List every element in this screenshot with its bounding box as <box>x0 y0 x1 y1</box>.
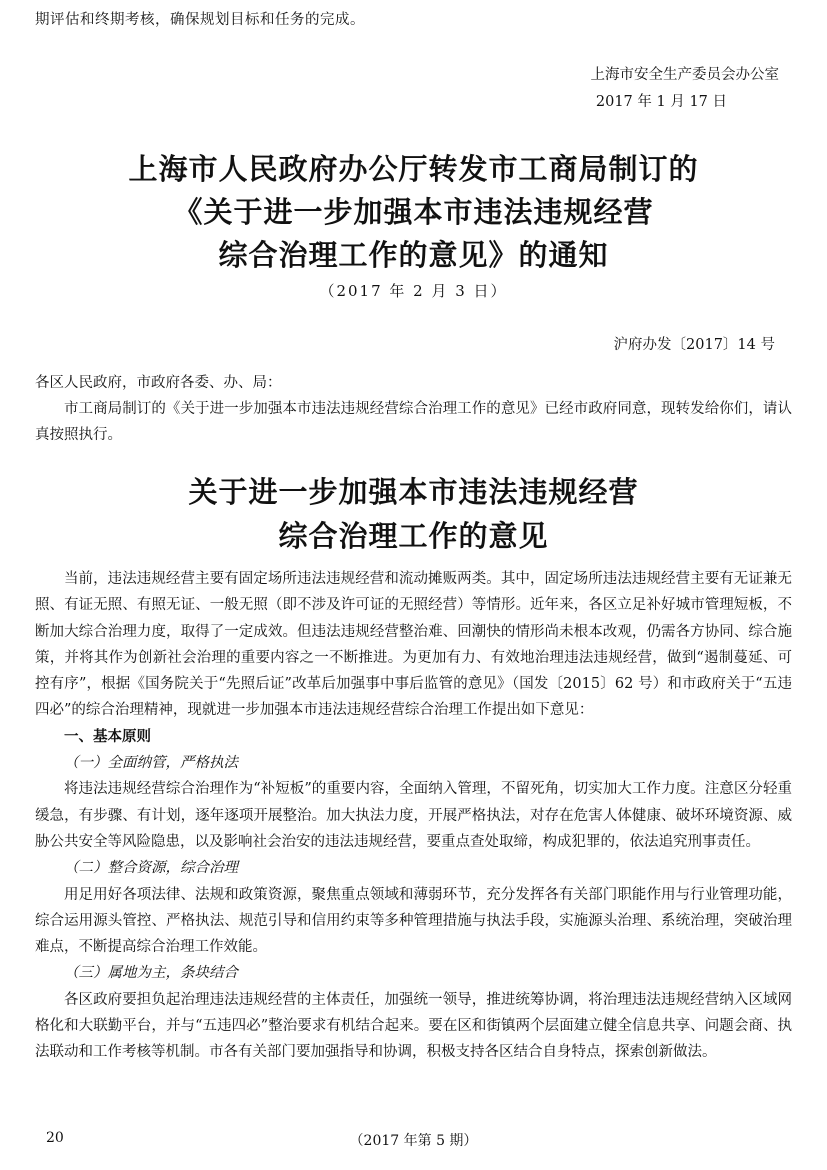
opinion-title-line: 关于进一步加强本市违法违规经营 <box>188 475 639 509</box>
issuer-block <box>591 62 780 116</box>
subsection-heading: （一）全面纳管，严格执法 <box>64 755 238 772</box>
section-heading: 一、基本原则 <box>64 728 151 745</box>
subsection-heading: （二）整合资源，综合治理 <box>64 860 238 877</box>
issue-label: （2017 年第 5 期） <box>349 1133 478 1149</box>
issuer-date: 2017 年 1 月 17 日 <box>595 94 727 110</box>
forward-text: 市工商局制订的《关于进一步加强本市违法违规经营综合治理工作的意见》已经市政府同意，现转发给你们，请认真按照执行。 <box>35 401 792 443</box>
notice-title-line: 《关于进一步加强本市违法违规经营 <box>173 195 654 229</box>
addressee: 各区人民政府，市政府各委、办、局： <box>35 375 282 391</box>
opinion-title <box>0 470 827 558</box>
subsection-heading: （三）属地为主，条块结合 <box>64 965 238 982</box>
document-number: 沪府办发〔2017〕14 号 <box>613 337 775 353</box>
subsection-paragraph: 各区政府要担负起治理违法违规经营的主体责任，加强统一领导，推进统筹协调，将治理违法违规经营纳入区域网格化和大联勤平台，并与“五违四必”整治要求有机结合起来。要在区和街镇两个层面建立健全信息共享、问题会商、执法联动和工作考核等机制。市各有关部门要加强指导和协调，积极支持各区结合自身特点，探索创新做法。 <box>35 991 792 1061</box>
intro-paragraph: 当前，违法违规经营主要有固定场所违法违规经营和流动摊贩两类。其中，固定场所违法违规经营主要有无证兼无照、有证无照、有照无证、一般无照（即不涉及许可证的无照经营）等情形。近年来，各区立足补好城市管理短板，不断加大综合治理力度，取得了一定成效。但违法违规经营整治难、回潮快的情形尚未根本改观，仍需各方协同、综合施策，并将其作为创新社会治理的重要内容之一不断推进。为更加有力、有效地治理违法违规经营，做到“遏制蔓延、可控有序”，根据《国务院关于“先照后证”改革后加强事中事后监管的意见》（国发〔2015〕62 号）和市政府关于“五违四必”的综合治理精神，现就进一步加强本市违法违规经营综合治理工作提出如下意见： <box>35 571 792 719</box>
notice-title-line: 综合治理工作的意见》的通知 <box>218 238 609 272</box>
opinion-title-line: 综合治理工作的意见 <box>278 519 549 553</box>
previous-page-continuation: 期评估和终期考核，确保规划目标和任务的完成。 <box>35 12 365 28</box>
subsection-paragraph: 将违法违规经营综合治理作为“补短板”的重要内容，全面纳入管理，不留死角，切实加大工作力度。注意区分轻重缓急，有步骤、有计划，逐年逐项开展整治。加大执法力度，开展严格执法，对存在危害人体健康、破坏环境资源、威胁公共安全等风险隐患，以及影响社会治安的违法违规经营，要重点查处取缔，构成犯罪的，依法追究刑事责任。 <box>35 781 792 850</box>
opinion-body <box>35 566 792 1066</box>
page-number: 20 <box>46 1130 64 1146</box>
subsection-paragraph: 用足用好各项法律、法规和政策资源，聚焦重点领域和薄弱环节，充分发挥各有关部门职能作用与行业管理功能，综合运用源头管控、严格执法、规范引导和信用约束等多种管理措施与执法手段，实施源头治理、系统治理，突破治理难点，不断提高综合治理工作效能。 <box>35 886 792 956</box>
notice-title <box>0 148 827 277</box>
issuer-name: 上海市安全生产委员会办公室 <box>590 67 779 83</box>
notice-title-line: 上海市人民政府办公厅转发市工商局制订的 <box>128 152 699 186</box>
notice-date: （2017 年 2 月 3 日） <box>319 282 508 300</box>
